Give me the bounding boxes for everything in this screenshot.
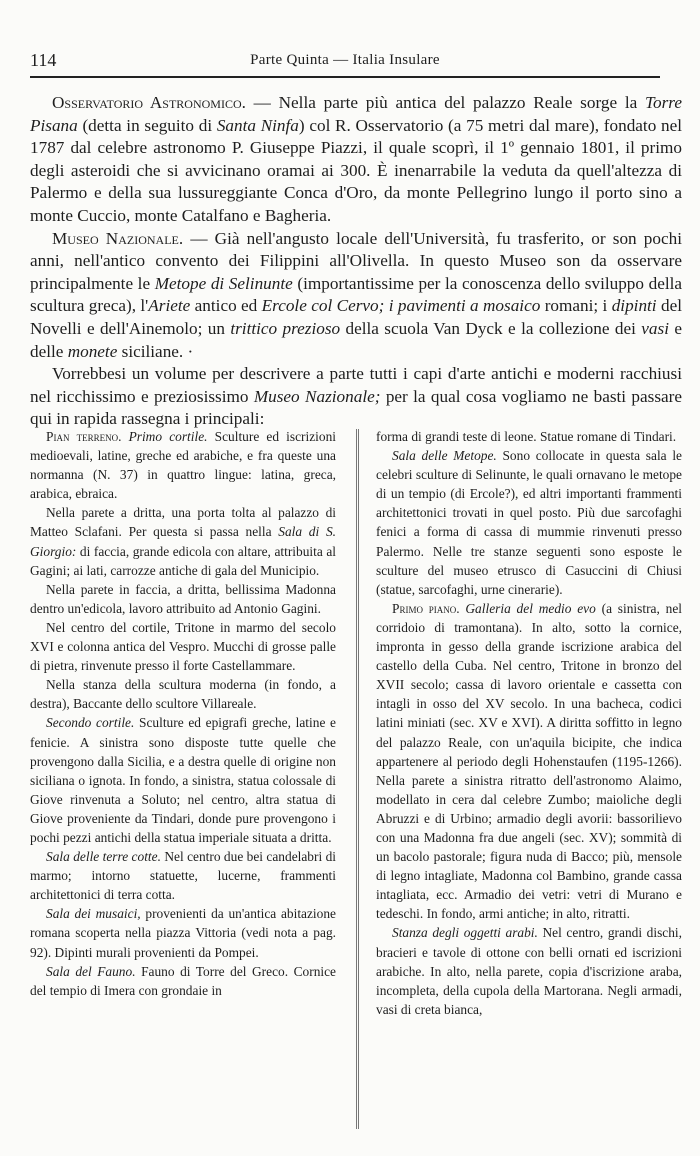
text-run: romani; i: [540, 296, 612, 316]
two-column-section: [30, 427, 682, 1147]
italic-run: Sala del Fauno.: [46, 963, 136, 979]
entry-parete-faccia: Nella parete in faccia, a dritta, bellissima Madonna dentro un'edicola, lavoro attribuito ad Antonio Gagini.: [30, 581, 336, 616]
text-run: — Già nell'angusto locale dell'Università, fu trasferito, or son pochi anni, nell'antico convento dei Filippini all'Olivella. In questo Museo son da osservare principalmente le: [30, 228, 682, 293]
text-run: Sculture ed epigrafi greche, latine e fenicie. A sinistra sono disposte tutte quelle che provengono dalla Sicilia, e a destra quelle di origine non siciliana o ignota. In fondo, a sinistra, statua colossale di Giove rinvenuta a Soluto; nel centro, altra statua di Giove proveniente da Tindari, donde pure provengono i pochi pezzi antichi della statua imperiale situata a dritta.: [30, 715, 336, 845]
paragraph-osservatorio: [30, 92, 682, 228]
text-run: (a sinistra, nel corridoio di tramontana). In alto, sotto la cornice, impronta in gesso della grande iscrizione arabica del castello della Cuba. Nel centro, Tritone in bronzo del XVII secolo; cassa di lavoro orientale e cassetta con intagli in osso del XV secolo. In una bacheca, codici latini miniati (sec. XV e XVI). A diritta soffitto in legno del palazzo Reale, con un'aquila bicipite, che indica appartenere al periodo degli Hohenstaufen (1195-1266). Nella parete a sinistra ritratto dell'astronomo Alaimo, modellato in cera dal celebre Zumbo; maioliche degli Abruzzi e di Urbino; armadio degli avorii: bassorilievo con una Madonna fra due angeli (sec. XV); sommità di un bacolo pastorale; figura nuda di Bacco; più, mensole di legno intagliate, Madonna col Bambino, grande cassa intagliata, ecc. Armadio dei vetri: vetri di Murano e tedeschi. In fondo, armi antiche; in alto, ritratti.: [376, 600, 682, 922]
italic-run: Sala delle Metope.: [392, 448, 497, 464]
text-run: (importantissime per la conoscenza dello sviluppo della scultura greca), l': [30, 273, 682, 316]
right-column: [376, 427, 682, 1019]
entry-pian-terreno: [30, 427, 336, 503]
entry-continuation: forma di grandi teste di leone. Statue romane di Tindari.: [376, 429, 677, 444]
text-run: (detta in seguito di: [77, 115, 217, 135]
italic-run: Santa Ninfa: [216, 115, 299, 135]
paragraph-intro-list: [30, 363, 682, 431]
entry-musaici: [30, 904, 336, 961]
paragraph-museo: [30, 228, 682, 364]
entry-centro-cortile: Nel centro del cortile, Tritone in marmo del secolo XVI e colonna antica del Vespro. Mucchi di grosse palle di pietra, rinvenute presso il forte Castellammare.: [30, 619, 336, 674]
entry-metope: [376, 446, 682, 599]
text-run: Sono collocate in questa sala le celebri sculture di Selinunte, le quali ornavano le metope di un tempio (di Ercole?), ed altri importanti frammenti architettonici trovati in quel posto. Più due sarcofaghi fenici a forma di cassa di mummie rinvenuti presso Palermo. Nelle tre stanze seguenti sono esposte le sculture del museo etrusco di Casuccini di Chiusi (statue, sarcofaghi, urne cinerarie).: [376, 448, 682, 597]
text-run: e delle: [30, 318, 682, 361]
italic-run: Museo Nazionale;: [253, 386, 381, 406]
entry-head: Primo piano.: [392, 600, 460, 616]
italic-run: Ercole col Cervo; i pavimenti a mosaico: [261, 296, 541, 316]
main-text: [30, 92, 682, 431]
italic-run: Primo cortile.: [121, 429, 208, 444]
text-run: del Novelli e dell'Ainemolo; un: [30, 296, 682, 338]
text-run: della scuola Van Dyck e la collezione dei: [340, 318, 642, 338]
entry-head: Pian terreno.: [46, 429, 122, 444]
column-divider: [356, 429, 359, 1129]
text-run: provenienti da un'antica abitazione romana scoperta nella piazza Vittoria (vedi nota a pag. 92). Dipinti murali provenienti da Pompei.: [30, 906, 336, 960]
italic-run: vasi: [641, 318, 669, 338]
italic-run: Galleria del medio evo: [459, 600, 596, 616]
entry-terre-cotte: [30, 847, 336, 904]
italic-run: Sala delle terre cotte.: [46, 849, 161, 865]
page-header: [30, 50, 660, 78]
text-run: Fauno di Torre del Greco. Cornice del tempio di Imera con grondaie in: [30, 963, 336, 998]
text-run: Nella parete a dritta, una porta tolta al palazzo di Matteo Sclafani. Per questa si passa nella: [30, 505, 336, 540]
italic-run: Sala dei musaici,: [46, 906, 141, 922]
section-head-osservatorio: Osservatorio Astronomico.: [52, 93, 246, 112]
entry-secondo-cortile: [30, 713, 336, 847]
left-column: [30, 427, 336, 1000]
italic-run: Ariete: [148, 296, 191, 316]
italic-run: trittico prezioso: [230, 318, 341, 338]
entry-scultura-moderna: Nella stanza della scultura moderna (in fondo, a destra), Baccante dello scultore Villareale.: [30, 677, 336, 712]
entry-parete-dritta: [30, 503, 336, 579]
text-run: Vorrebbesi un volume per descrivere a parte tutti i capi d'arte antichi e moderni racchiusi nel ricchissimo e preziosissimo: [30, 364, 682, 406]
italic-run: Metope di Selinunte: [154, 273, 293, 293]
text-run: — Nella parte più antica del palazzo Reale sorge la: [245, 93, 646, 112]
entry-primo-piano: [376, 599, 682, 924]
text-run: antico ed: [190, 296, 262, 316]
entry-fauno: [30, 962, 336, 1000]
italic-run: Stanza degli oggetti arabi.: [392, 925, 538, 941]
text-run: siciliane. ·: [117, 341, 194, 361]
text-run: Sculture ed iscrizioni medioevali, latine, greche ed arabiche, e fra queste una normanna (N. 37) in quattro lingue: latina, greca, arabica, ebraica.: [30, 429, 337, 502]
italic-run: monete: [67, 341, 118, 361]
page-number: 114: [30, 50, 57, 70]
text-run: ) col R. Osservatorio (a 75 metri dal mare), fondato nel 1787 dal celebre astronomo P. Giuseppe Piazzi, il quale scoprì, il 1º gennaio 1801, il primo degli asteroidi che si avvicinano oramai ai 300. È inenarrabile la veduta da quell'altezza di Palermo e della sua lussureggiante Conca d'Oro, da monte Pellegrino lungo il porto sino a monte Cuccio, monte Catalfano e Bagheria.: [30, 115, 683, 225]
text-run: Nel centro, grandi dischi, bracieri e tavole di ottone con belli ornati ed iscrizioni arabiche. In alto, nella parete, copia d'iscrizione araba, incompleta, della cupola della Martorana. Negli armadi, vasi di creta bianca,: [376, 925, 682, 1017]
italic-run: Torre Pisana: [30, 93, 682, 135]
text-run: di faccia, grande edicola con altare, attribuita al Gagini; ai lati, carrozze antiche di gala del Municipio.: [30, 543, 336, 578]
entry-oggetti-arabi: [376, 923, 682, 1018]
running-title: Parte Quinta — Italia Insulare: [250, 52, 440, 68]
italic-run: Sala di S. Giorgio:: [30, 524, 336, 559]
section-head-museo: Museo Nazionale.: [52, 228, 184, 248]
text-run: Nel centro due bei candelabri di marmo; intorno statuette, lucerne, frammenti architettonici di terra cotta.: [30, 849, 336, 903]
text-run: per la qual cosa vogliamo ne basti passare qui in rapida rassegna i principali:: [30, 386, 682, 429]
italic-run: dipinti: [611, 296, 657, 316]
italic-run: Secondo cortile.: [46, 715, 135, 731]
